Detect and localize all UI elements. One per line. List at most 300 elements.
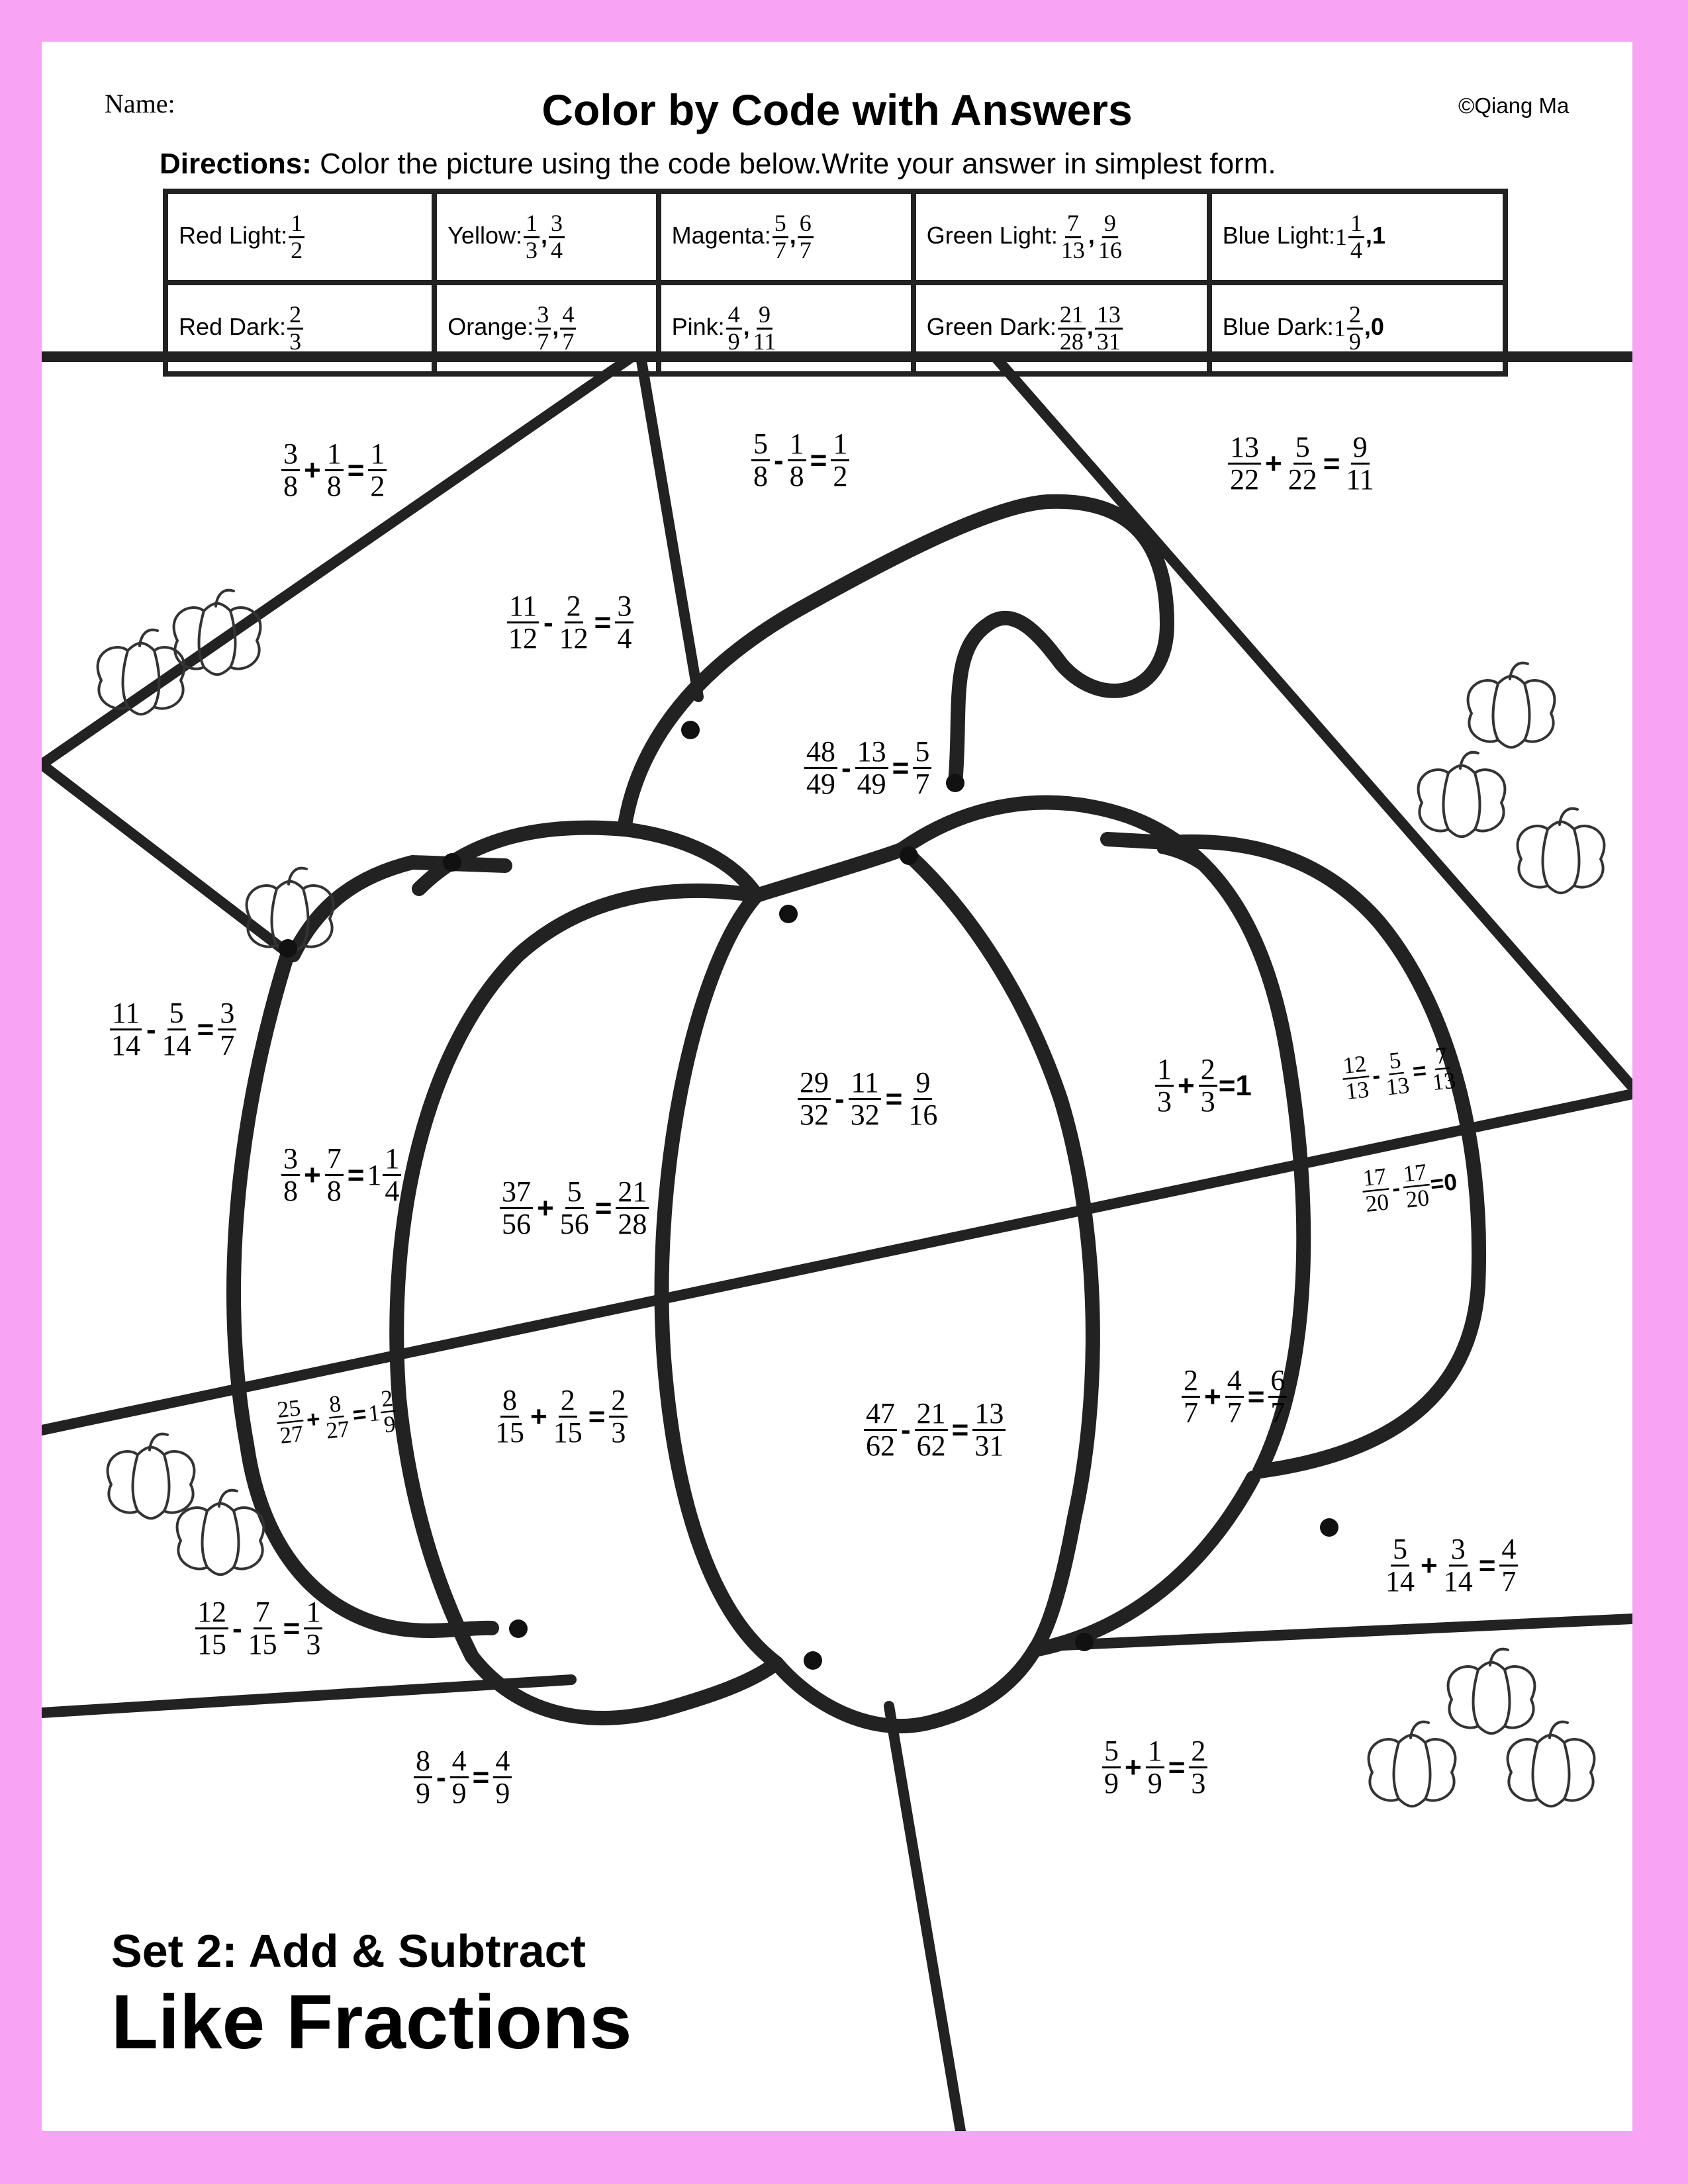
denominator: 7: [220, 1029, 235, 1062]
denominator: 8: [326, 1175, 342, 1208]
equals: =: [588, 1400, 606, 1433]
denominator: 7: [915, 768, 930, 801]
denominator: 15: [197, 1628, 226, 1661]
denominator: 49: [857, 768, 886, 801]
fraction: [804, 737, 837, 799]
numerator: 12: [1340, 1052, 1370, 1080]
equals: =: [197, 1013, 214, 1046]
junction-dot: [279, 939, 297, 958]
equals: =: [594, 606, 612, 639]
denominator: 8: [789, 460, 804, 493]
numerator: 11: [110, 998, 142, 1030]
answer-text: =0: [1429, 1168, 1458, 1198]
fraction: [616, 1177, 649, 1240]
fraction: [551, 1385, 585, 1448]
junction-dot: [681, 721, 700, 739]
denominator: 9: [1104, 1767, 1119, 1800]
fraction: [849, 1068, 882, 1130]
numerator: 1: [325, 439, 344, 471]
operator: -: [146, 1013, 156, 1046]
denominator: 3: [1200, 1085, 1215, 1118]
extra-answer: ,0: [1364, 312, 1384, 340]
fraction: [1381, 1047, 1413, 1100]
denominator: 27: [324, 1416, 351, 1444]
fraction: [1199, 1054, 1217, 1117]
fraction: [972, 1398, 1006, 1461]
denominator: 4: [385, 1175, 400, 1208]
numerator: 8: [326, 1391, 344, 1418]
numerator: 4: [560, 302, 576, 330]
denominator: 9: [382, 1410, 397, 1438]
region-lines: [42, 357, 1632, 2131]
numerator: 4: [450, 1746, 469, 1778]
denominator: 16: [1098, 236, 1122, 263]
fraction-problem-p10: [280, 1144, 402, 1206]
denominator: 2: [833, 460, 848, 493]
junction-dot: [443, 853, 461, 872]
denominator: 4: [617, 622, 632, 655]
equals: =: [1247, 1380, 1265, 1413]
numerator: 2: [1182, 1365, 1200, 1398]
denominator: 12: [559, 622, 588, 655]
numerator: 4: [1499, 1534, 1518, 1567]
operator: +: [1204, 1380, 1221, 1413]
directions-label: Directions:: [160, 148, 312, 180]
denominator: 49: [806, 768, 835, 801]
separator: ,: [540, 221, 547, 249]
denominator: 62: [866, 1430, 895, 1463]
denominator: 20: [1404, 1185, 1431, 1213]
fraction: [218, 998, 236, 1061]
fraction-problem-p06: [108, 998, 238, 1061]
fraction: [1146, 1736, 1164, 1799]
mixed-number: [367, 1144, 402, 1206]
denominator: 3: [1157, 1085, 1172, 1118]
numerator: 5: [1293, 432, 1312, 465]
numerator: 1: [788, 429, 806, 461]
numerator: 9: [757, 302, 773, 330]
whole-part: 1: [1333, 315, 1346, 341]
numerator: 7: [254, 1597, 272, 1629]
denominator: 15: [553, 1416, 583, 1449]
numerator: 7: [325, 1144, 344, 1176]
operator: +: [304, 453, 321, 486]
denominator: 14: [111, 1029, 140, 1062]
fraction: [913, 737, 931, 799]
fraction: [1360, 1164, 1392, 1217]
junction-dot: [779, 905, 798, 923]
equals: =: [892, 751, 910, 784]
numerator: 3: [218, 998, 236, 1030]
fraction: [1286, 432, 1319, 495]
numerator: 1: [831, 429, 849, 461]
fraction-problem-p16: [1180, 1365, 1288, 1428]
equals: =: [1168, 1751, 1186, 1784]
numerator: 13: [1095, 302, 1123, 330]
color-name: Blue Light:: [1222, 221, 1335, 249]
denominator: 7: [799, 236, 812, 263]
denominator: 3: [306, 1628, 321, 1661]
denominator: 3: [1191, 1767, 1206, 1800]
numerator: 17: [1360, 1164, 1389, 1193]
denominator: 3: [525, 236, 538, 263]
fraction: [1427, 1042, 1458, 1095]
junction-dot: [1075, 1633, 1094, 1651]
separator: ,: [743, 312, 750, 340]
denominator: 16: [908, 1099, 938, 1132]
equals: =: [951, 1413, 969, 1446]
denominator: 7: [562, 328, 575, 355]
numerator: 5: [167, 998, 186, 1030]
fraction: [788, 429, 806, 492]
fraction: [160, 998, 193, 1061]
answer-text: =1: [1218, 1069, 1252, 1102]
extra-answer: ,1: [1365, 221, 1385, 249]
denominator: 15: [495, 1416, 524, 1449]
color-name: Orange:: [447, 312, 534, 340]
denominator: 22: [1288, 463, 1317, 496]
fraction: [1225, 1365, 1244, 1428]
numerator: 2: [1347, 302, 1363, 330]
color-name: Red Light:: [179, 221, 288, 249]
denominator: 14: [162, 1029, 191, 1062]
separator: ,: [1088, 221, 1095, 249]
fraction: [1383, 1534, 1417, 1597]
numerator: 5: [565, 1177, 584, 1209]
fraction: [1499, 1534, 1518, 1597]
denominator: 28: [618, 1208, 647, 1241]
fraction-problem-p05: [803, 737, 933, 799]
fraction-problem-p07: [796, 1068, 941, 1130]
fraction: [615, 591, 633, 654]
numerator: 37: [500, 1177, 533, 1209]
mixed-number: [366, 1386, 400, 1439]
numerator: 9: [1102, 211, 1118, 238]
color-name: Yellow:: [447, 221, 522, 249]
numerator: 17: [1401, 1160, 1430, 1188]
fraction: [1401, 1160, 1432, 1212]
fraction: [414, 1746, 432, 1809]
numerator: 7: [1065, 211, 1081, 238]
equals: =: [347, 1158, 365, 1191]
numerator: 2: [609, 1385, 628, 1418]
color-name: Blue Dark:: [1222, 312, 1334, 340]
fraction: [1189, 1736, 1207, 1799]
fraction-problem-p04: [505, 591, 635, 654]
fraction: [798, 1068, 831, 1130]
denominator: 9: [1147, 1767, 1162, 1800]
fraction-problem-p03: [1227, 432, 1378, 495]
numerator: 3: [281, 439, 300, 471]
mini-pumpkin-icon: [108, 1434, 195, 1519]
fraction: [1268, 1365, 1287, 1428]
color-name: Pink:: [671, 312, 725, 340]
equals: =: [472, 1760, 490, 1794]
numerator: 5: [773, 211, 788, 238]
whole-part: 1: [367, 1159, 382, 1192]
set-subtitle: Set 2: Add & Subtract: [111, 1925, 586, 1977]
fraction: [906, 1068, 939, 1130]
mini-pumpkin-icon: [1419, 752, 1505, 837]
equals: =: [594, 1191, 612, 1224]
operator: +: [1421, 1549, 1438, 1582]
denominator: 2: [370, 470, 385, 503]
numerator: 5: [913, 737, 931, 769]
numerator: 7: [1432, 1043, 1450, 1070]
fraction: [493, 1746, 512, 1809]
numerator: 5: [1391, 1534, 1409, 1567]
fraction-problem-p01: [280, 439, 388, 502]
fraction: [195, 1597, 228, 1660]
numerator: 9: [914, 1068, 932, 1100]
equals: =: [1411, 1057, 1428, 1085]
numerator: 1: [383, 1144, 401, 1176]
operator: -: [841, 751, 851, 784]
operator: -: [436, 1760, 446, 1794]
whole-part: 1: [1335, 224, 1347, 250]
fraction: [500, 1177, 533, 1240]
denominator: 56: [502, 1208, 531, 1241]
denominator: 14: [1385, 1565, 1415, 1598]
fraction: [506, 591, 539, 654]
fraction: [281, 439, 300, 502]
denominator: 12: [508, 622, 538, 655]
numerator: 12: [195, 1597, 228, 1629]
color-name: Green Dark:: [926, 312, 1056, 340]
junction-dot: [946, 774, 964, 792]
fraction: [450, 1746, 469, 1809]
fraction-problem-p08: [1154, 1054, 1252, 1117]
numerator: 1: [1155, 1054, 1174, 1087]
operator: +: [1265, 447, 1282, 480]
equals: =: [810, 443, 827, 477]
fraction: [558, 1177, 591, 1240]
numerator: 1: [368, 439, 387, 471]
junction-dot: [509, 1619, 528, 1638]
fraction: [109, 998, 142, 1061]
numerator: 8: [500, 1385, 519, 1418]
fraction-problem-p19: [412, 1746, 513, 1809]
operator: -: [1391, 1174, 1401, 1202]
fraction-problem-p14: [492, 1385, 629, 1448]
fraction: [1340, 1052, 1372, 1105]
numerator: 4: [726, 302, 742, 330]
separator: ,: [552, 312, 559, 340]
denominator: 7: [774, 236, 786, 263]
equals: =: [351, 1400, 368, 1428]
fraction-problem-p12: [1359, 1157, 1460, 1217]
numerator: 1: [289, 211, 305, 238]
color-name: Red Dark:: [179, 312, 287, 340]
fraction: [557, 591, 590, 654]
mini-pumpkin-icon: [1508, 1722, 1595, 1807]
denominator: 9: [1348, 328, 1361, 355]
mini-pumpkin-icon: [1468, 663, 1555, 748]
denominator: 7: [1501, 1565, 1517, 1598]
numerator: 47: [864, 1398, 897, 1431]
fraction-problem-p20: [1101, 1736, 1209, 1799]
numerator: 2: [565, 591, 583, 623]
junction-dot: [804, 1651, 822, 1670]
numerator: 13: [972, 1398, 1006, 1431]
denominator: 4: [1350, 236, 1362, 263]
denominator: 13: [1430, 1067, 1457, 1096]
denominator: 3: [611, 1416, 626, 1449]
junction-dot: [1320, 1518, 1338, 1537]
numerator: 9: [1351, 432, 1370, 465]
numerator: 3: [1449, 1534, 1468, 1567]
mini-pumpkin-icon: [1518, 809, 1605, 893]
numerator: 21: [915, 1398, 948, 1431]
fraction: [325, 439, 344, 502]
mini-pumpkin-icon: [1448, 1649, 1535, 1734]
fraction: [1228, 432, 1261, 495]
operator: -: [1371, 1062, 1382, 1089]
page-title: Color by Code with Answers: [541, 85, 1133, 134]
denominator: 9: [416, 1777, 430, 1810]
denominator: 62: [916, 1430, 946, 1463]
numerator: 1: [524, 211, 539, 238]
denominator: 27: [278, 1420, 305, 1449]
denominator: 31: [974, 1430, 1004, 1463]
denominator: 7: [1184, 1396, 1198, 1430]
denominator: 7: [537, 328, 549, 355]
numerator: 2: [1189, 1736, 1207, 1768]
fraction: [831, 429, 849, 492]
numerator: 1: [1146, 1736, 1164, 1768]
fraction-problem-p02: [750, 429, 851, 492]
denominator: 9: [451, 1777, 467, 1810]
operator: +: [305, 1406, 322, 1433]
denominator: 15: [248, 1628, 277, 1661]
denominator: 8: [326, 470, 342, 503]
worksheet-topic-title: Like Fractions: [111, 1979, 632, 2065]
numerator: 6: [798, 211, 814, 238]
operator: +: [304, 1158, 321, 1191]
numerator: 13: [1228, 432, 1261, 465]
numerator: 11: [849, 1068, 880, 1100]
denominator: 4: [550, 236, 563, 263]
denominator: 9: [727, 328, 740, 355]
whole-part: 1: [367, 1399, 382, 1427]
numerator: 5: [1386, 1048, 1403, 1075]
denominator: 20: [1364, 1189, 1391, 1218]
denominator: 11: [753, 328, 776, 355]
denominator: 28: [1059, 328, 1084, 355]
fraction: [751, 429, 770, 492]
fraction: [320, 1390, 352, 1443]
fraction: [304, 1597, 322, 1660]
numerator: 11: [507, 591, 539, 623]
numerator: 2: [379, 1386, 396, 1413]
name-label: Name:: [105, 89, 175, 118]
equals: =: [347, 453, 365, 486]
numerator: 13: [855, 737, 888, 769]
fraction-problem-p15: [863, 1398, 1007, 1461]
junction-dot: [900, 846, 918, 865]
fraction: [1182, 1365, 1200, 1428]
fraction: [493, 1385, 526, 1448]
separator: ,: [1086, 312, 1094, 340]
fraction: [368, 439, 387, 502]
fraction: [246, 1597, 279, 1660]
denominator: 31: [1096, 328, 1121, 355]
numerator: 3: [615, 591, 633, 623]
numerator: 2: [1199, 1054, 1217, 1087]
color-name: Green Light:: [926, 221, 1058, 249]
fraction: [855, 737, 888, 799]
equals: =: [1323, 447, 1340, 480]
operator: +: [530, 1400, 547, 1433]
denominator: 8: [753, 460, 768, 493]
denominator: 2: [291, 236, 303, 263]
denominator: 13: [1060, 236, 1085, 263]
numerator: 48: [804, 737, 837, 769]
numerator: 4: [493, 1746, 512, 1778]
fraction: [1155, 1054, 1174, 1117]
equals: =: [283, 1612, 301, 1645]
fraction: [281, 1144, 300, 1206]
denominator: 3: [289, 328, 302, 355]
numerator: 4: [1225, 1365, 1244, 1398]
fraction-problem-p11: [498, 1177, 650, 1240]
denominator: 56: [559, 1208, 589, 1241]
numerator: 1: [304, 1597, 322, 1629]
fraction-problem-p18: [194, 1597, 324, 1660]
copyright: ©Qiang Ma: [1458, 93, 1570, 118]
directions-text: Color the picture using the code below.Write your answer in simplest form.: [320, 148, 1276, 180]
fraction: [1442, 1534, 1475, 1597]
denominator: 11: [1346, 463, 1374, 496]
fraction: [1102, 1736, 1121, 1799]
numerator: 29: [798, 1068, 831, 1100]
denominator: 7: [1227, 1396, 1242, 1430]
numerator: 3: [281, 1144, 300, 1176]
fraction-problem-p17: [1382, 1534, 1519, 1597]
denominator: 14: [1443, 1565, 1473, 1598]
operator: -: [543, 606, 553, 639]
mini-pumpkin-icon: [1369, 1722, 1456, 1807]
numerator: 2: [559, 1385, 577, 1418]
operator: +: [1178, 1069, 1195, 1102]
numerator: 2: [287, 302, 303, 330]
denominator: 9: [495, 1777, 510, 1810]
fraction: [1344, 432, 1376, 495]
operator: -: [835, 1082, 845, 1115]
numerator: 21: [1058, 302, 1086, 330]
denominator: 8: [283, 470, 298, 503]
numerator: 1: [1348, 211, 1364, 238]
denominator: 22: [1230, 463, 1259, 496]
worksheet: [42, 42, 1632, 2131]
operator: +: [537, 1191, 554, 1224]
denominator: 13: [1344, 1076, 1371, 1105]
numerator: 5: [1102, 1736, 1121, 1768]
color-name: Magenta:: [671, 221, 771, 249]
numerator: 3: [549, 211, 565, 238]
operator: -: [232, 1612, 242, 1645]
operator: -: [901, 1413, 911, 1446]
numerator: 6: [1268, 1365, 1287, 1398]
fraction: [325, 1144, 344, 1206]
numerator: 3: [535, 302, 551, 330]
fraction: [864, 1398, 897, 1461]
equals: =: [1478, 1549, 1496, 1582]
fraction: [915, 1398, 948, 1461]
denominator: 13: [1384, 1072, 1411, 1101]
fraction: [609, 1385, 628, 1448]
numerator: 25: [275, 1396, 304, 1424]
